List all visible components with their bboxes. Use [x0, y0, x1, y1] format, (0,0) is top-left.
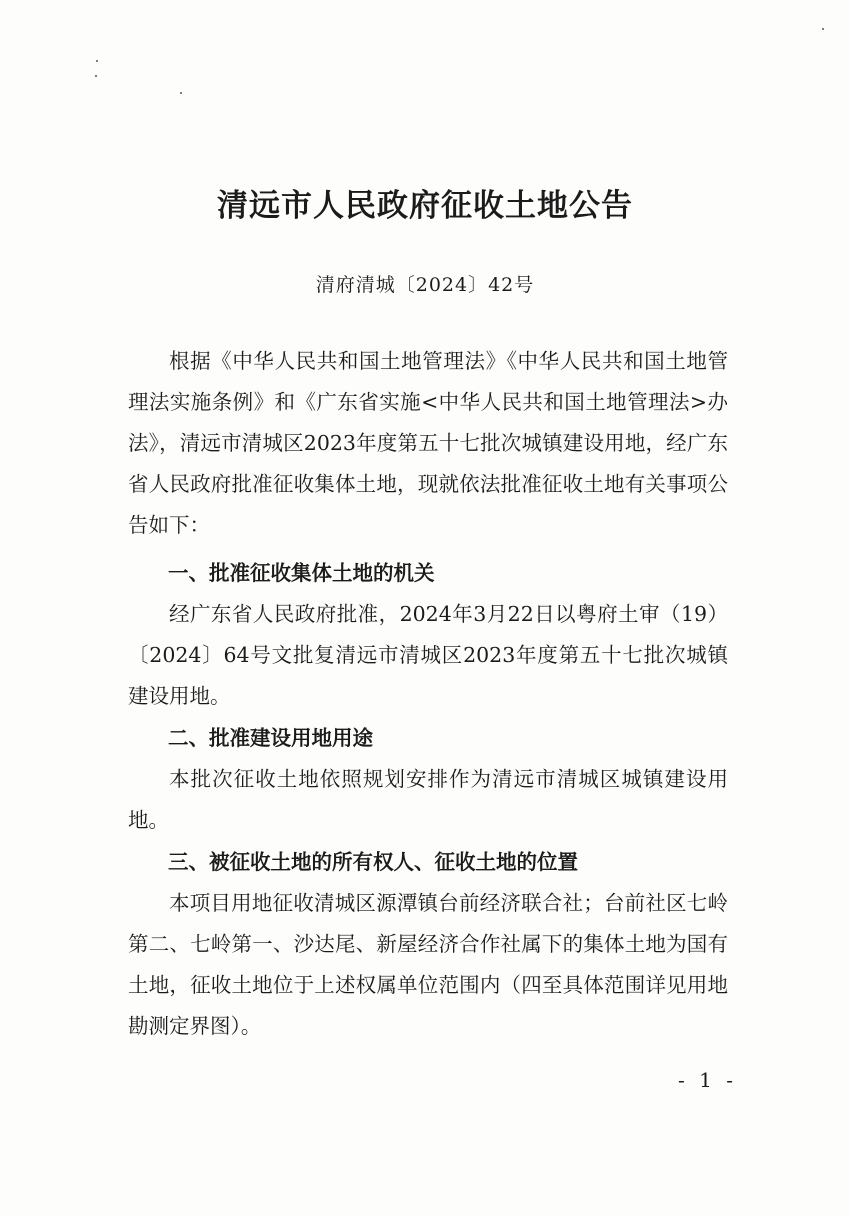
document-title: 清远市人民政府征收土地公告 — [217, 188, 633, 224]
scan-speck — [180, 92, 182, 94]
section-body-land-use: 本批次征收土地依照规划安排作为清远市清城区城镇建设用地。 — [128, 767, 728, 832]
scan-speck — [96, 60, 98, 62]
page-number: - 1 - — [678, 1068, 737, 1092]
section-heading-owners-location: 三、被征收土地的所有权人、征收土地的位置 — [168, 850, 578, 874]
scan-speck — [95, 75, 97, 77]
section-body-approval-authority: 经广东省人民政府批准，2024年3月22日以粤府土审（19）〔2024〕64号文批复清远市清城区2023年度第五十七批次城镇建设用地。 — [128, 602, 728, 708]
section-heading-approval-authority: 一、批准征收集体土地的机关 — [168, 561, 435, 585]
scan-speck — [822, 28, 824, 30]
section-heading-land-use: 二、批准建设用地用途 — [168, 726, 373, 750]
intro-paragraph: 根据《中华人民共和国土地管理法》《中华人民共和国土地管理法实施条例》和《广东省实施<中华人民共和国土地管理法>办法》，清远市清城区2023年度第五十七批次城镇建设用地，经广东省人民政府批准征收集体土地，现就依法批准征收土地有关事项公告如下： — [128, 349, 728, 537]
document-number: 清府清城〔2024〕42号 — [315, 274, 535, 296]
section-body-owners-location: 本项目用地征收清城区源潭镇台前经济联合社；台前社区七岭第二、七岭第一、沙达尾、新屋经济合作社属下的集体土地为国有土地，征收土地位于上述权属单位范围内（四至具体范围详见用地勘测定界图）。 — [128, 891, 728, 1038]
